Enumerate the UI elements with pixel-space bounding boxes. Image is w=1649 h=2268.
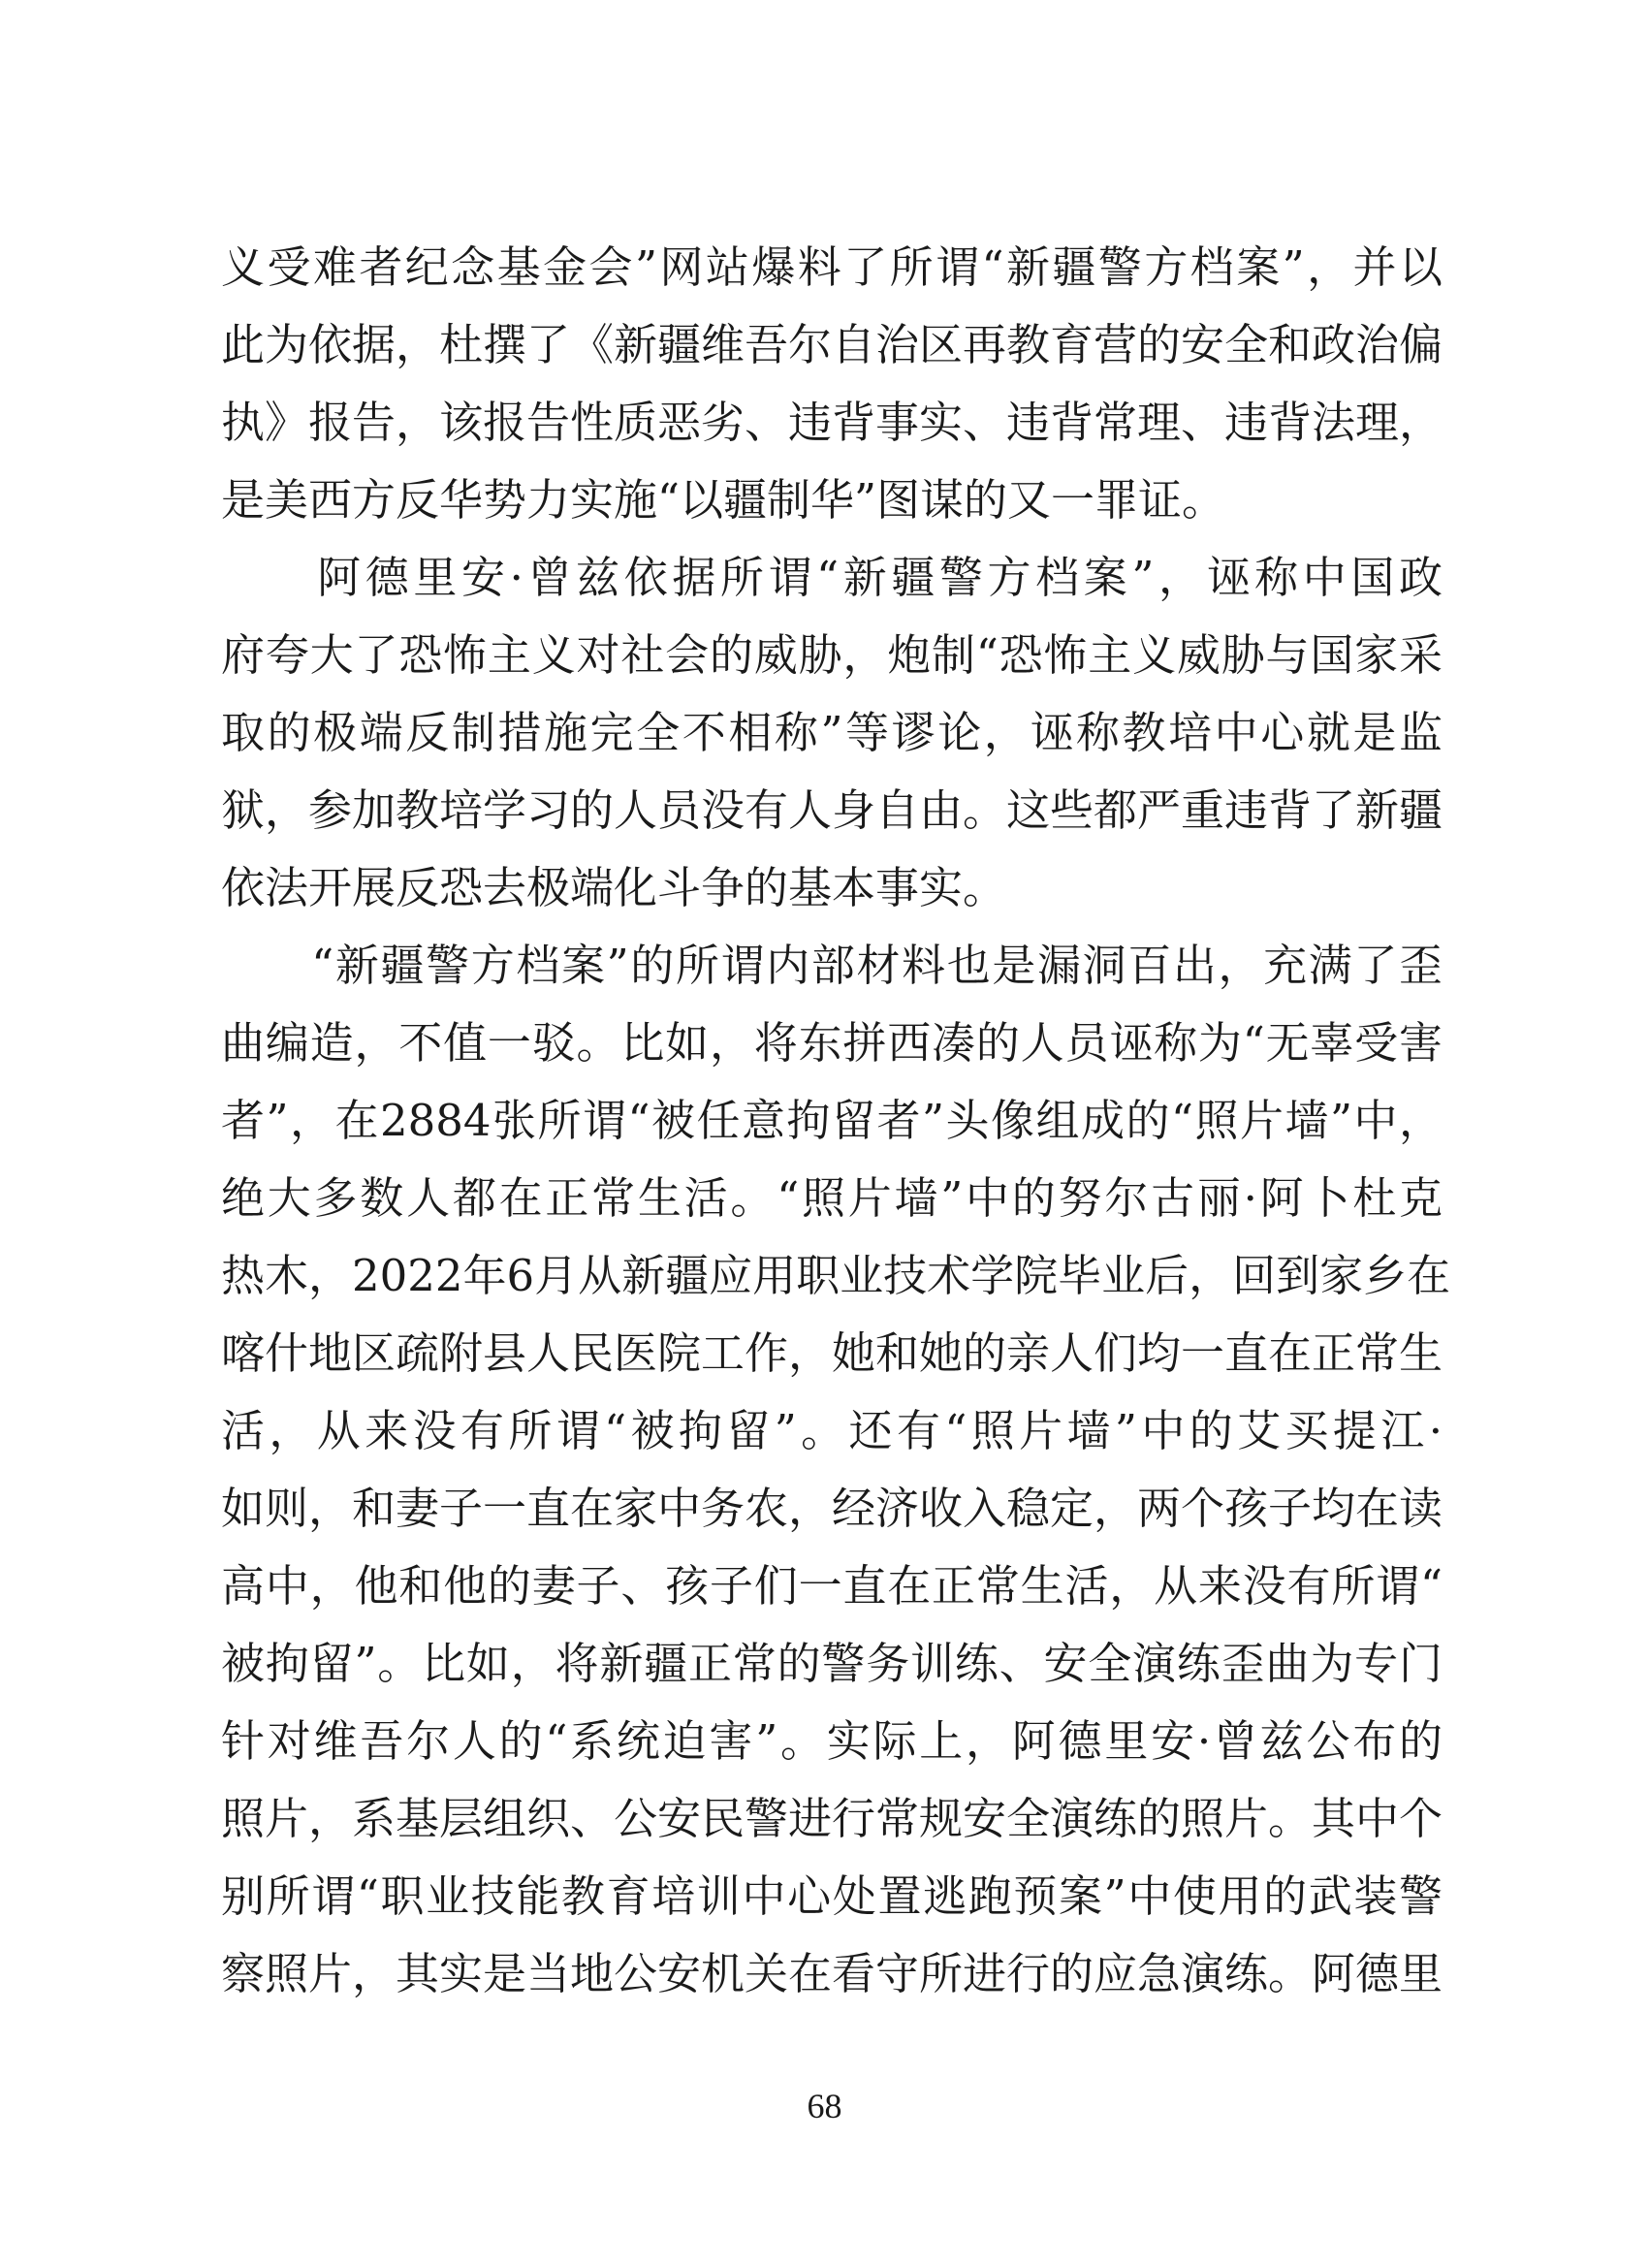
text-line: 此为依据，杜撰了《新疆维吾尔自治区再教育营的安全和政治偏: [221, 319, 1443, 370]
text-line: 被拘留”。比如，将新疆正常的警务训练、安全演练歪曲为专门: [221, 1638, 1443, 1689]
text-line: 阿德里安·曾兹依据所谓“新疆警方档案”，诬称中国政: [221, 552, 1443, 603]
text-line: 狱，参加教培学习的人员没有人身自由。这些都严重违背了新疆: [221, 784, 1443, 836]
text-line: 活，从来没有所谓“被拘留”。还有“照片墙”中的艾买提江·: [221, 1405, 1443, 1456]
text-line: 热木，2022年6月从新疆应用职业技术学院毕业后，回到家乡在: [221, 1250, 1451, 1301]
text-line: 府夸大了恐怖主义对社会的威胁，炮制“恐怖主义威胁与国家采: [221, 629, 1443, 681]
text-line: 者”，在2884张所谓“被任意拘留者”头像组成的“照片墙”中，: [221, 1095, 1443, 1146]
text-line: 执》报告，该报告性质恶劣、违背事实、违背常理、违背法理，: [221, 397, 1443, 448]
text-line: 喀什地区疏附县人民医院工作，她和她的亲人们均一直在正常生: [221, 1327, 1443, 1379]
page-number: 68: [807, 2087, 842, 2125]
body-text: [221, 229, 1451, 2013]
text-line: 如则，和妻子一直在家中务农，经济收入稳定，两个孩子均在读: [221, 1483, 1443, 1534]
text-line: 依法开展反恐去极端化斗争的基本事实。: [221, 862, 1007, 913]
text-line: 察照片，其实是当地公安机关在看守所进行的应急演练。阿德里: [221, 1948, 1443, 1999]
text-line: 绝大多数人都在正常生活。“照片墙”中的努尔古丽·阿卜杜克: [221, 1172, 1443, 1224]
text-line: 义受难者纪念基金会”网站爆料了所谓“新疆警方档案”，并以: [221, 241, 1443, 293]
text-line: 别所谓“职业技能教育培训中心处置逃跑预案”中使用的武装警: [221, 1870, 1443, 1922]
text-line: 高中，他和他的妻子、孩子们一直在正常生活，从来没有所谓“: [221, 1560, 1443, 1612]
text-line: 是美西方反华势力实施“以疆制华”图谋的又一罪证。: [221, 474, 1226, 526]
text-line: 照片，系基层组织、公安民警进行常规安全演练的照片。其中个: [221, 1793, 1443, 1844]
text-line: “新疆警方档案”的所谓内部材料也是漏洞百出，充满了歪: [221, 940, 1443, 991]
text-line: 针对维吾尔人的“系统迫害”。实际上，阿德里安·曾兹公布的: [221, 1715, 1443, 1767]
text-line: 取的极端反制措施完全不相称”等谬论，诬称教培中心就是监: [221, 707, 1443, 758]
text-line: 曲编造，不值一驳。比如，将东拼西凑的人员诬称为“无辜受害: [221, 1017, 1443, 1069]
